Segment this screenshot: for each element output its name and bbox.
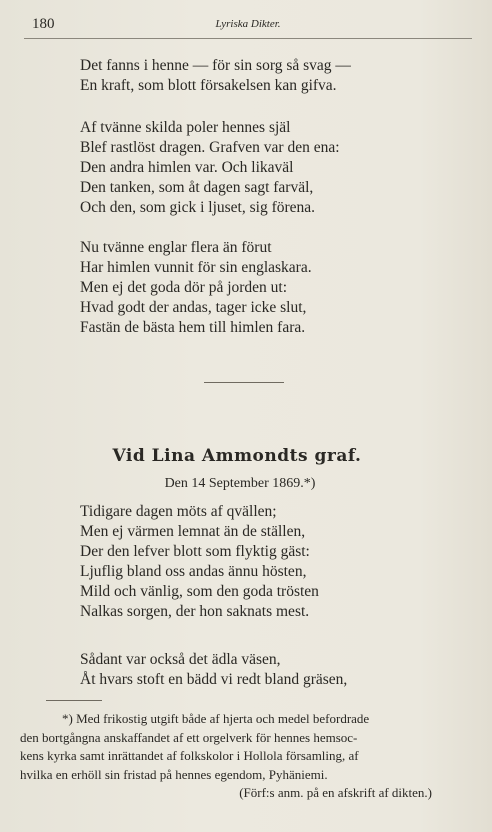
verse-line: Mild och vänlig, som den goda trösten: [80, 583, 319, 600]
verse-line: Hvad godt der andas, tager icke slut,: [80, 299, 307, 316]
footnote-rule: [46, 700, 102, 701]
footnote-line: hvilka en erhöll sin fristad på hennes egendom, Pyhäniemi.: [20, 766, 328, 782]
verse-line: Af tvänne skilda poler hennes själ: [80, 119, 291, 136]
verse-line: Nalkas sorgen, der hon saknats mest.: [80, 603, 310, 620]
verse-line: Men ej värmen lemnat än de ställen,: [80, 523, 306, 540]
footnote-line: den bortgångna anskaffandet af ett orgelverk för hennes hemsoc-: [20, 729, 358, 745]
verse-line: Tidigare dagen möts af qvällen;: [80, 503, 277, 520]
poem-stanza-1: [80, 502, 319, 622]
verse-line: Sådant var också det ädla väsen,: [80, 651, 281, 668]
verse-line: Och den, som gick i ljuset, sig förena.: [80, 199, 316, 216]
footnote-attribution: (Förf:s anm. på en afskrift af dikten.): [239, 785, 432, 801]
verse-line: En kraft, som blott försakelsen kan gifva.: [80, 77, 337, 94]
stanza-3: [80, 238, 312, 338]
header-rule: [24, 38, 472, 39]
verse-line: Har himlen vunnit för sin englaskara.: [80, 259, 312, 276]
verse-line: Ljuflig bland oss andas ännu hösten,: [80, 563, 307, 580]
poem-title: Vid Lina Ammondts graf.: [112, 446, 362, 466]
verse-line: Blef rastlöst dragen. Grafven var den ena:: [80, 139, 340, 156]
verse-line: Åt hvars stoft en bädd vi redt bland gräsen,: [80, 671, 348, 688]
poem-dateline: Den 14 September 1869.*): [164, 476, 316, 491]
stanza-2: [80, 118, 340, 218]
poem-stanza-2: [80, 650, 347, 690]
stanza-1: [80, 56, 351, 96]
verse-line: Det fanns i henne — för sin sorg så svag —: [80, 57, 351, 74]
verse-line: Den andra himlen var. Och likaväl: [80, 159, 294, 176]
verse-line: Nu tvänne englar flera än förut: [80, 239, 272, 256]
footnote-line: kens kyrka samt inrättandet af folkskolor i Hollola församling, af: [20, 748, 359, 764]
footnote: [20, 710, 488, 803]
page-header: [24, 16, 472, 34]
running-title: Lyriska Dikter.: [215, 18, 281, 30]
verse-line: Fastän de bästa hem till himlen fara.: [80, 319, 306, 336]
footnote-line: *) Med frikostig utgift både af hjerta och medel befordrade: [62, 711, 370, 726]
verse-line: Den tanken, som åt dagen sagt farväl,: [80, 179, 314, 196]
verse-line: Men ej det goda dör på jorden ut:: [80, 279, 288, 296]
verse-line: Der den lefver blott som flyktig gäst:: [80, 543, 310, 560]
section-divider: [204, 382, 284, 383]
page-number: 180: [32, 16, 55, 32]
